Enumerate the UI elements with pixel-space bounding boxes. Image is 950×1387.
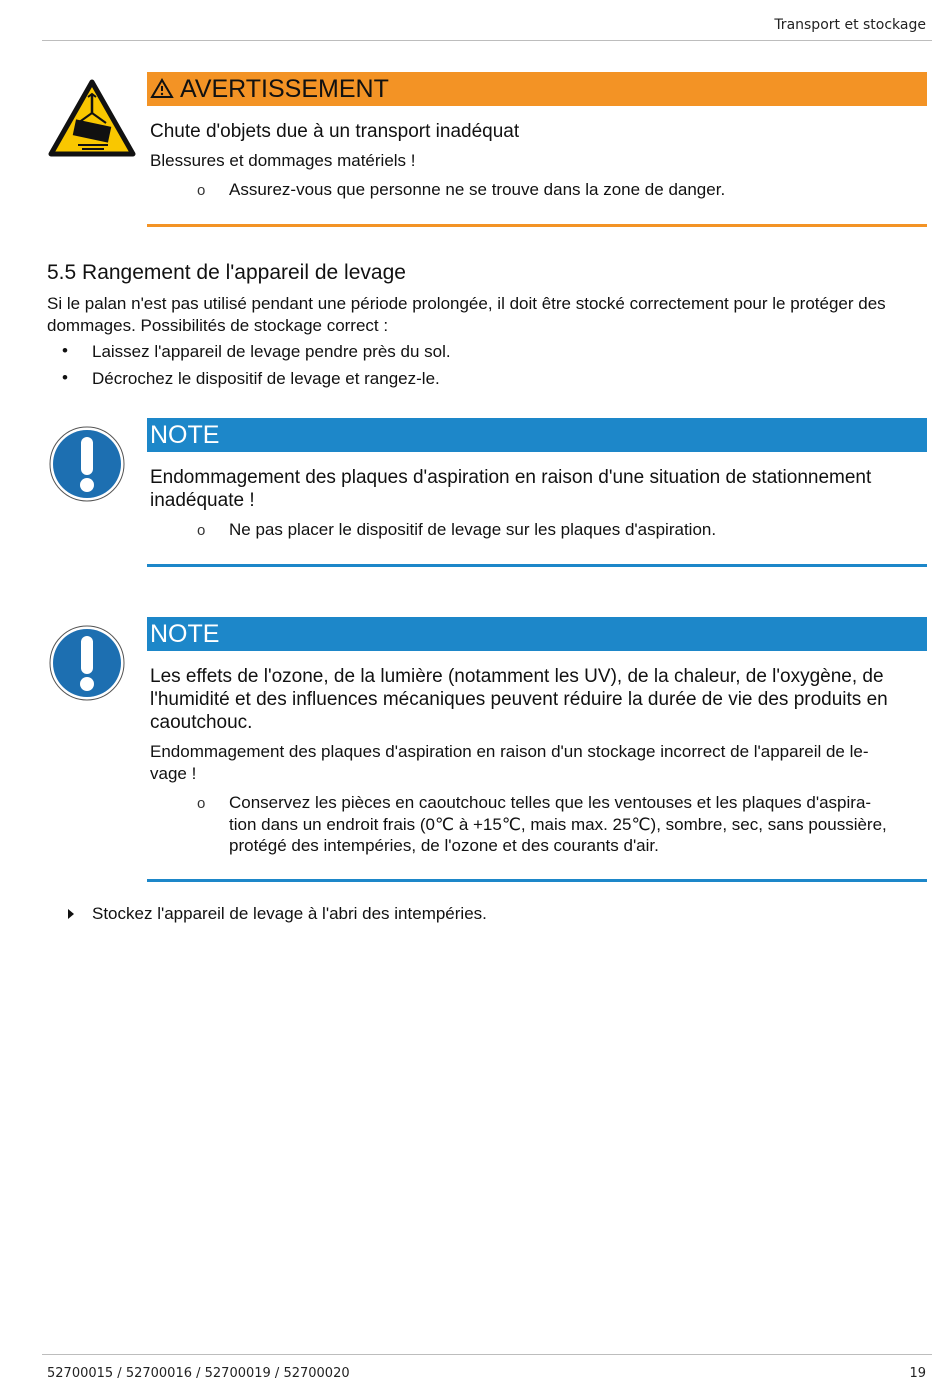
note2-title-line3: caoutchouc. (150, 712, 253, 733)
section-heading: 5.5 Rangement de l'appareil de levage (47, 261, 406, 284)
final-step-text: Stockez l'appareil de levage à l'abri des intempéries. (92, 904, 487, 923)
note1-title-line2: inadéquate ! (150, 490, 255, 511)
footer-page-number: 19 (909, 1366, 926, 1381)
header-divider (42, 40, 932, 41)
note1-action-marker: o (197, 522, 206, 539)
warning-label: AVERTISSEMENT (180, 75, 389, 103)
warning-action: Assurez-vous que personne ne se trouve dans la zone de danger. (229, 180, 726, 199)
note2-title-line2: l'humidité et des influences mécaniques peuvent réduire la durée de vie des produits en (150, 689, 888, 710)
note-banner-2 (147, 617, 927, 651)
note2-bottom-rule (147, 879, 927, 882)
note1-bottom-rule (147, 564, 927, 567)
note2-action-line2: tion dans un endroit frais (0℃ à +15℃, mais max. 25℃), sombre, sec, sans poussière, (229, 815, 887, 834)
footer-part-numbers: 52700015 / 52700016 / 52700019 / 52700020 (47, 1366, 350, 1381)
note2-consequence-line1: Endommagement des plaques d'aspiration en raison d'un stockage incorrect de l'appareil de le- (150, 742, 869, 761)
step-arrow-icon (67, 908, 75, 920)
note2-action-line3: protégé des intempéries, de l'ozone et des courants d'air. (229, 836, 659, 855)
section-intro-line1: Si le palan n'est pas utilisé pendant une période prolongée, il doit être stocké correctement pour le protéger des (47, 294, 886, 313)
note-banner-1 (147, 418, 927, 452)
page-header-section: Transport et stockage (774, 17, 926, 33)
warning-bottom-rule (147, 224, 927, 227)
warning-consequence: Blessures et dommages matériels ! (150, 151, 416, 170)
suspended-load-warning-icon (48, 79, 136, 157)
mandatory-exclamation-icon (48, 624, 126, 702)
list-item: Laissez l'appareil de levage pendre près du sol. (92, 342, 451, 361)
note2-action-line1: Conservez les pièces en caoutchouc telles que les ventouses et les plaques d'aspira- (229, 793, 872, 812)
note1-title-line1: Endommagement des plaques d'aspiration en raison d'une situation de stationnement (150, 467, 872, 488)
note1-action: Ne pas placer le dispositif de levage sur les plaques d'aspiration. (229, 520, 717, 539)
bullet-marker: • (62, 341, 68, 360)
note-label-1: NOTE (150, 421, 220, 449)
warning-action-marker: o (197, 182, 206, 199)
section-intro-line2: dommages. Possibilités de stockage correct : (47, 316, 389, 335)
note2-action-marker: o (197, 795, 206, 812)
note-label-2: NOTE (150, 620, 220, 648)
mandatory-exclamation-icon (48, 425, 126, 503)
warning-title: Chute d'objets due à un transport inadéquat (150, 121, 520, 142)
warning-banner (147, 72, 927, 106)
bullet-marker: • (62, 368, 68, 387)
footer-divider (42, 1354, 932, 1355)
list-item: Décrochez le dispositif de levage et rangez-le. (92, 369, 440, 388)
note2-title-line1: Les effets de l'ozone, de la lumière (notamment les UV), de la chaleur, de l'oxygène, de (150, 666, 884, 687)
warning-triangle-icon (150, 78, 174, 99)
note2-consequence-line2: vage ! (150, 764, 197, 783)
